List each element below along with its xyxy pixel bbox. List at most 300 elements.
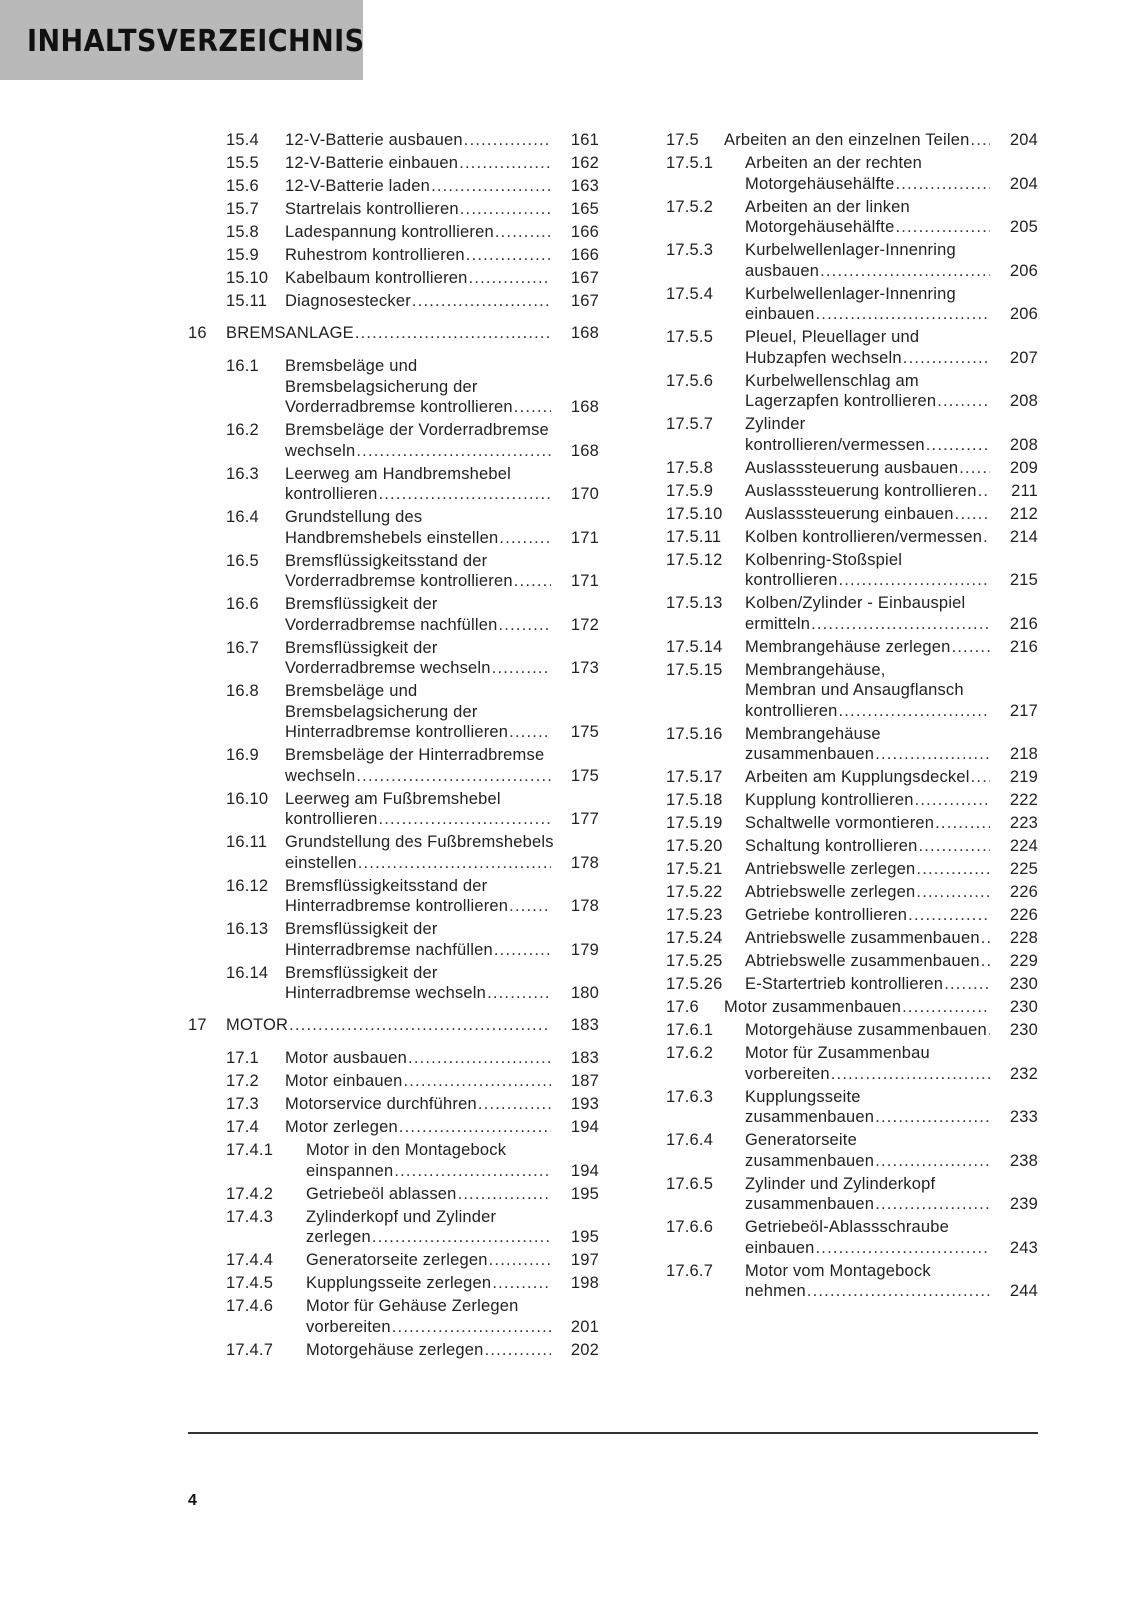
toc-page-number: 180: [570, 984, 599, 1002]
toc-title-line: Kolben/Zylinder - Einbauspiel: [745, 594, 966, 612]
dot-leader: [509, 722, 551, 743]
toc-entry[interactable]: [188, 1048, 599, 1069]
toc-number: 17.4: [226, 1118, 259, 1136]
toc-page-number: 228: [1009, 929, 1038, 947]
toc-number: 17.2: [226, 1072, 259, 1090]
toc-page-number: 171: [570, 572, 599, 590]
toc-page-number: 171: [570, 528, 599, 547]
toc-number: 17.4.1: [226, 1141, 274, 1159]
toc-entry[interactable]: [188, 551, 599, 592]
toc-entry[interactable]: [666, 905, 1038, 926]
toc-title-line: Motor vom Montagebock: [745, 1261, 931, 1280]
dot-leader: [988, 1020, 990, 1041]
toc-entry[interactable]: [188, 1250, 599, 1271]
dot-leader: [495, 222, 551, 243]
toc-number: 17.5.19: [666, 814, 723, 832]
dot-leader: [831, 1064, 990, 1085]
toc-title-line: zerlegen: [306, 1228, 371, 1246]
toc-entry[interactable]: [666, 1130, 1038, 1171]
toc-page-number: 206: [1009, 261, 1038, 280]
toc-title-line: Motor für Zusammenbau: [745, 1044, 930, 1062]
toc-page-number: 229: [1009, 952, 1038, 970]
toc-left-column: [188, 130, 599, 1363]
toc-title-line: einstellen: [285, 853, 357, 872]
dot-leader: [915, 790, 990, 811]
dot-leader: [499, 528, 551, 549]
toc-number: 15.5: [226, 154, 259, 172]
dot-leader: [816, 304, 990, 325]
toc-page-number: 195: [570, 1228, 599, 1246]
toc-title-line: Motor zusammenbauen: [724, 998, 902, 1016]
toc-page-number: 202: [570, 1340, 599, 1359]
toc-title-line: kontrollieren/vermessen: [745, 435, 925, 454]
toc-title-line: Schaltung kontrollieren: [745, 837, 918, 855]
toc-number: 15.9: [226, 246, 259, 264]
toc-title-line: Schaltwelle vormontieren: [745, 814, 935, 832]
toc-entry[interactable]: [188, 356, 599, 418]
dot-leader: [466, 245, 551, 266]
dot-leader: [908, 905, 990, 926]
toc-number: 16.2: [226, 421, 259, 439]
dot-leader: [458, 1184, 551, 1205]
toc-entry[interactable]: [188, 1094, 599, 1115]
dot-leader: [499, 615, 552, 636]
toc-entry[interactable]: [188, 832, 599, 873]
toc-title-line: Motor einbauen: [285, 1072, 403, 1090]
toc-title-line: Generatorseite zerlegen: [306, 1251, 488, 1269]
toc-title-line: Auslasssteuerung einbauen: [745, 504, 954, 523]
toc-title-line: Lagerzapfen kontrollieren: [745, 392, 937, 410]
toc-entry[interactable]: [666, 550, 1038, 591]
toc-entry[interactable]: [666, 153, 1038, 194]
toc-title-line: Vorderradbremse kontrollieren: [285, 398, 513, 416]
toc-chapter[interactable]: [188, 323, 599, 344]
dot-leader: [460, 199, 551, 220]
toc-title-line: vorbereiten: [306, 1317, 391, 1336]
toc-page-number: 226: [1009, 906, 1038, 924]
dot-leader: [981, 928, 990, 949]
toc-title-line: Bremsbeläge und: [285, 357, 418, 375]
toc-entry[interactable]: [188, 789, 599, 830]
toc-number: 16.3: [226, 464, 259, 483]
toc-number: 17.4.2: [226, 1184, 274, 1203]
toc-number: 17: [188, 1015, 207, 1034]
toc-entry[interactable]: [188, 745, 599, 786]
dot-leader: [514, 571, 551, 592]
toc-entry[interactable]: [666, 327, 1038, 368]
toc-entry[interactable]: [666, 481, 1038, 502]
dot-leader: [459, 153, 551, 174]
toc-entry[interactable]: [666, 197, 1038, 238]
toc-title-line: Auslasssteuerung kontrollieren: [745, 481, 977, 500]
toc-entry[interactable]: [666, 593, 1038, 634]
dot-leader: [492, 658, 551, 679]
toc-title-line: kontrollieren: [745, 571, 838, 589]
toc-title-line: Vorderradbremse kontrollieren: [285, 572, 513, 590]
toc-entry[interactable]: [666, 813, 1038, 834]
toc-page-number: 238: [1009, 1151, 1038, 1170]
toc-title-line: 12-V-Batterie einbauen: [285, 154, 459, 172]
toc-entry[interactable]: [188, 130, 599, 151]
toc-entry[interactable]: [666, 527, 1038, 548]
toc-title-line: Ruhestrom kontrollieren: [285, 246, 465, 264]
toc-title-line: Bremsflüssigkeit der: [285, 963, 438, 982]
toc-entry[interactable]: [188, 153, 599, 174]
toc-page-number: 165: [570, 200, 599, 218]
toc-number: 16.10: [226, 789, 269, 808]
toc-title-line: Kupplungsseite: [745, 1087, 861, 1106]
toc-entry[interactable]: [666, 458, 1038, 479]
toc-entry[interactable]: [666, 1261, 1038, 1302]
dot-leader: [431, 176, 551, 197]
dot-leader: [838, 570, 990, 591]
toc-number: 17.5.9: [666, 481, 714, 500]
toc-number: 17.5.1: [666, 154, 714, 172]
toc-title-line: Grundstellung des Fußbremshebels: [285, 833, 554, 851]
toc-title-line: Motorservice durchführen: [285, 1095, 477, 1113]
toc-number: 17.5.21: [666, 860, 723, 878]
toc-title-line: Kabelbaum kontrollieren: [285, 269, 468, 287]
dot-leader: [903, 348, 990, 369]
toc-page-number: 219: [1009, 768, 1038, 786]
toc-entry[interactable]: [188, 222, 599, 243]
toc-entry[interactable]: [666, 284, 1038, 325]
toc-title-line: Pleuel, Pleuellager und: [745, 328, 920, 346]
toc-entry[interactable]: [188, 1296, 599, 1337]
toc-page-number: 230: [1009, 1021, 1038, 1039]
dot-leader: [895, 174, 990, 195]
toc-number: 17.5.17: [666, 768, 723, 786]
dot-leader: [399, 1117, 551, 1138]
toc-entry[interactable]: [666, 1174, 1038, 1215]
toc-page-number: 216: [1009, 614, 1038, 633]
toc-number: 17.5.7: [666, 415, 714, 433]
toc-number: 15.11: [226, 292, 268, 310]
dot-leader: [408, 1048, 551, 1069]
toc-entry[interactable]: [188, 1184, 599, 1205]
toc-page-number: 179: [570, 940, 599, 959]
toc-title-line: Kupplungsseite zerlegen: [306, 1274, 492, 1292]
dot-leader: [971, 767, 990, 788]
toc-title-line: kontrollieren: [745, 701, 838, 720]
toc-title-line: Generatorseite: [745, 1131, 857, 1149]
toc-title-line: Membrangehäuse zerlegen: [745, 637, 951, 656]
toc-title-line: Leerweg am Handbremshebel: [285, 464, 512, 483]
toc-entry[interactable]: [188, 268, 599, 289]
toc-number: 17.5.16: [666, 724, 723, 743]
dot-leader: [394, 1161, 551, 1182]
toc-page-number: 208: [1009, 392, 1038, 410]
toc-title-line: Bremsflüssigkeitsstand der: [285, 876, 488, 895]
toc-number: 17.5.12: [666, 550, 723, 569]
toc-title-line: Motor für Gehäuse Zerlegen: [306, 1297, 519, 1315]
toc-page-number: 195: [570, 1184, 599, 1203]
toc-page-number: 201: [570, 1317, 599, 1336]
toc-title-line: Kurbelwellenschlag am: [745, 371, 919, 390]
toc-page-number: 170: [570, 485, 599, 503]
toc-number: 17.4.5: [226, 1274, 274, 1292]
toc-number: 17.1: [226, 1049, 259, 1067]
toc-title-line: Motorgehäusehälfte: [745, 218, 895, 236]
toc-entry[interactable]: [666, 637, 1038, 658]
toc-entry[interactable]: [188, 919, 599, 960]
toc-title-line: Getriebeöl ablassen: [306, 1184, 457, 1203]
toc-title-line: Hinterradbremse kontrollieren: [285, 897, 509, 915]
toc-number: 17.5.25: [666, 952, 723, 970]
toc-page-number: 216: [1009, 637, 1038, 656]
toc-entry[interactable]: [188, 963, 599, 1004]
toc-title-line: Membrangehäuse,: [745, 660, 886, 679]
toc-entry[interactable]: [666, 371, 1038, 412]
toc-entry[interactable]: [666, 974, 1038, 995]
toc-entry[interactable]: [666, 928, 1038, 949]
toc-number: 16.13: [226, 920, 269, 938]
dot-leader: [838, 701, 990, 722]
toc-page-number: 214: [1009, 527, 1038, 546]
toc-page-number: 167: [570, 292, 599, 310]
toc-entry[interactable]: [188, 199, 599, 220]
toc-page-number: 223: [1009, 814, 1038, 832]
dot-leader: [378, 484, 551, 505]
page-title: INHALTSVERZEICHNIS: [27, 24, 365, 59]
toc-entry[interactable]: [188, 1273, 599, 1294]
dot-leader: [918, 836, 990, 857]
dot-leader: [875, 744, 990, 765]
toc-title-line: kontrollieren: [285, 485, 378, 503]
toc-number: 17.3: [226, 1095, 259, 1113]
toc-page-number: 243: [1009, 1238, 1038, 1257]
toc-title-line: Zylinderkopf und Zylinder: [306, 1207, 497, 1226]
toc-page-number: 211: [1011, 481, 1038, 500]
toc-entry[interactable]: [188, 1140, 599, 1181]
toc-page-number: 233: [1009, 1108, 1038, 1126]
toc-number: 16.9: [226, 746, 259, 764]
toc-number: 16.14: [226, 963, 269, 982]
dot-leader: [971, 130, 990, 151]
toc-number: 15.6: [226, 177, 259, 195]
toc-number: 17.6.5: [666, 1174, 714, 1193]
toc-title-line: Abtriebswelle zusammenbauen: [745, 952, 980, 970]
toc-number: 17.5.14: [666, 637, 723, 656]
toc-page-number: 173: [570, 659, 599, 677]
toc-entry[interactable]: [188, 638, 599, 679]
dot-leader: [356, 441, 551, 462]
toc-page-number: 197: [570, 1251, 599, 1269]
toc-title-line: MOTOR: [226, 1015, 289, 1034]
toc-title-line: Auslasssteuerung ausbauen: [745, 458, 959, 477]
toc-title-line: wechseln: [285, 441, 356, 460]
toc-entry[interactable]: [666, 882, 1038, 903]
toc-entry[interactable]: [188, 1340, 599, 1361]
toc-entry[interactable]: [188, 245, 599, 266]
toc-entry[interactable]: [666, 997, 1038, 1018]
toc-entry[interactable]: [188, 291, 599, 312]
toc-entry[interactable]: [666, 1087, 1038, 1128]
toc-number: 16: [188, 323, 207, 342]
toc-entry[interactable]: [188, 420, 599, 461]
toc-entry[interactable]: [666, 951, 1038, 972]
toc-title-line: Motorgehäuse zerlegen: [306, 1340, 484, 1359]
page-number: 4: [188, 1492, 197, 1509]
toc-entry[interactable]: [666, 1020, 1038, 1041]
toc-entry[interactable]: [188, 507, 599, 548]
toc-number: 15.10: [226, 269, 269, 287]
toc-page-number: 194: [570, 1118, 599, 1136]
dot-leader: [494, 940, 551, 961]
toc-entry[interactable]: [666, 1217, 1038, 1258]
toc-number: 15.7: [226, 200, 259, 218]
toc-number: 15.4: [226, 131, 259, 149]
toc-page-number: 244: [1009, 1282, 1038, 1300]
toc-title-line: 12-V-Batterie laden: [285, 177, 431, 195]
toc-number: 17.6.2: [666, 1044, 714, 1062]
toc-entry[interactable]: [666, 414, 1038, 455]
toc-title-line: Bremsflüssigkeit der: [285, 595, 438, 613]
toc-title-line: Kupplung kontrollieren: [745, 791, 914, 809]
dot-leader: [916, 859, 990, 880]
toc-title-line: BREMSANLAGE: [226, 323, 354, 342]
toc-title-line: Motorgehäusehälfte: [745, 174, 895, 193]
dot-leader: [412, 291, 551, 312]
dot-leader: [492, 1273, 551, 1294]
dot-leader: [981, 951, 990, 972]
toc-title-line: Kurbelwellenlager-Innenring: [745, 284, 956, 303]
toc-number: 16.4: [226, 508, 259, 526]
toc-page-number: 162: [570, 154, 599, 172]
toc-title-line: zusammenbauen: [745, 745, 875, 763]
toc-page-number: 194: [570, 1161, 599, 1180]
toc-number: 15.8: [226, 223, 259, 241]
toc-number: 17.5.24: [666, 929, 723, 947]
toc-title-line: Antriebswelle zerlegen: [745, 860, 916, 878]
toc-entry[interactable]: [666, 130, 1038, 151]
toc-entry[interactable]: [666, 790, 1038, 811]
toc-title-line: Diagnosestecker: [285, 292, 411, 310]
toc-entry[interactable]: [666, 767, 1038, 788]
header-bar: [0, 0, 363, 80]
dot-leader: [926, 435, 990, 456]
toc-page-number: 208: [1009, 435, 1038, 454]
dot-leader: [487, 983, 551, 1004]
toc-entry[interactable]: [666, 1043, 1038, 1084]
dot-leader: [935, 813, 990, 834]
dot-leader: [289, 1015, 551, 1036]
toc-number: 17.5.15: [666, 660, 723, 679]
toc-number: 17.4.7: [226, 1340, 274, 1359]
toc-number: 16.8: [226, 682, 259, 700]
toc-number: 17.6: [666, 998, 699, 1016]
toc-page-number: 239: [1009, 1195, 1038, 1213]
toc-title-line: Membrangehäuse: [745, 724, 881, 743]
toc-title-line: Bremsbelagsicherung der: [285, 702, 478, 721]
dot-leader: [916, 882, 990, 903]
dot-leader: [403, 1071, 551, 1092]
toc-title-line: Bremsbeläge der Vorderradbremse: [285, 421, 549, 439]
dot-leader: [902, 997, 990, 1018]
toc-entry[interactable]: [666, 859, 1038, 880]
toc-entry[interactable]: [188, 176, 599, 197]
toc-number: 17.6.1: [666, 1021, 714, 1039]
dot-leader: [978, 481, 990, 502]
toc-title-line: Vorderradbremse wechseln: [285, 659, 491, 677]
dot-leader: [478, 1094, 551, 1115]
dot-leader: [875, 1151, 990, 1172]
toc-page-number: 175: [570, 723, 599, 741]
toc-title-line: Bremsbeläge und: [285, 682, 418, 700]
toc-title-line: Leerweg am Fußbremshebel: [285, 789, 501, 808]
toc-number: 16.11: [226, 833, 268, 851]
toc-title-line: Arbeiten an der linken: [745, 197, 910, 216]
dot-leader: [951, 637, 990, 658]
toc-page-number: 224: [1009, 837, 1038, 855]
toc-title-line: Motor ausbauen: [285, 1049, 408, 1067]
toc-title-line: Zylinder und Zylinderkopf: [745, 1174, 936, 1193]
toc-entry[interactable]: [666, 504, 1038, 525]
dot-leader: [807, 1281, 990, 1302]
toc-page-number: 198: [570, 1274, 599, 1292]
toc-title-line: Arbeiten an der rechten: [745, 154, 923, 172]
toc-number: 17.5.11: [666, 527, 722, 546]
toc-chapter[interactable]: [188, 1015, 599, 1036]
toc-number: 17.5.5: [666, 328, 714, 346]
dot-leader: [356, 766, 551, 787]
dot-leader: [355, 323, 551, 344]
toc-number: 16.5: [226, 551, 259, 570]
toc-page-number: 206: [1009, 305, 1038, 323]
dot-leader: [895, 217, 990, 238]
dot-leader: [820, 261, 990, 282]
toc-entry[interactable]: [188, 1117, 599, 1138]
toc-entry[interactable]: [666, 660, 1038, 722]
toc-number: 17.5.3: [666, 241, 714, 259]
toc-title-line: Grundstellung des: [285, 508, 423, 526]
toc-title-line: wechseln: [285, 766, 356, 785]
dot-leader: [464, 130, 551, 151]
toc-entry[interactable]: [666, 240, 1038, 281]
dot-leader: [514, 397, 551, 418]
toc-page-number: 178: [570, 897, 599, 915]
dot-leader: [811, 614, 990, 635]
toc-number: 17.5.18: [666, 791, 723, 809]
toc-number: 17.5.22: [666, 883, 723, 901]
dot-leader: [485, 1340, 551, 1361]
toc-entry[interactable]: [188, 464, 599, 505]
toc-title-line: Getriebeöl-Ablassschraube: [745, 1218, 950, 1236]
toc-page-number: 167: [570, 269, 599, 287]
toc-number: 17.5.6: [666, 371, 714, 390]
toc-page-number: 204: [1009, 131, 1038, 149]
toc-page-number: 166: [570, 246, 599, 264]
toc-number: 17.6.6: [666, 1218, 714, 1236]
toc-title-line: Hinterradbremse wechseln: [285, 984, 487, 1002]
toc-number: 17.4.4: [226, 1251, 274, 1269]
toc-title-line: Motorgehäuse zusammenbauen: [745, 1021, 987, 1039]
toc-number: 17.6.3: [666, 1087, 714, 1106]
toc-entry[interactable]: [666, 836, 1038, 857]
toc-entry[interactable]: [188, 876, 599, 917]
toc-page-number: 193: [570, 1095, 599, 1113]
toc-number: 17.5.26: [666, 975, 723, 993]
toc-number: 17.4.6: [226, 1297, 274, 1315]
toc-entry[interactable]: [188, 1207, 599, 1248]
toc-number: 16.12: [226, 876, 269, 895]
toc-page-number: 175: [570, 766, 599, 785]
toc-title-line: einbauen: [745, 1238, 815, 1257]
toc-entry[interactable]: [188, 594, 599, 635]
toc-entry[interactable]: [188, 681, 599, 743]
toc-entry[interactable]: [188, 1071, 599, 1092]
toc-entry[interactable]: [666, 724, 1038, 765]
